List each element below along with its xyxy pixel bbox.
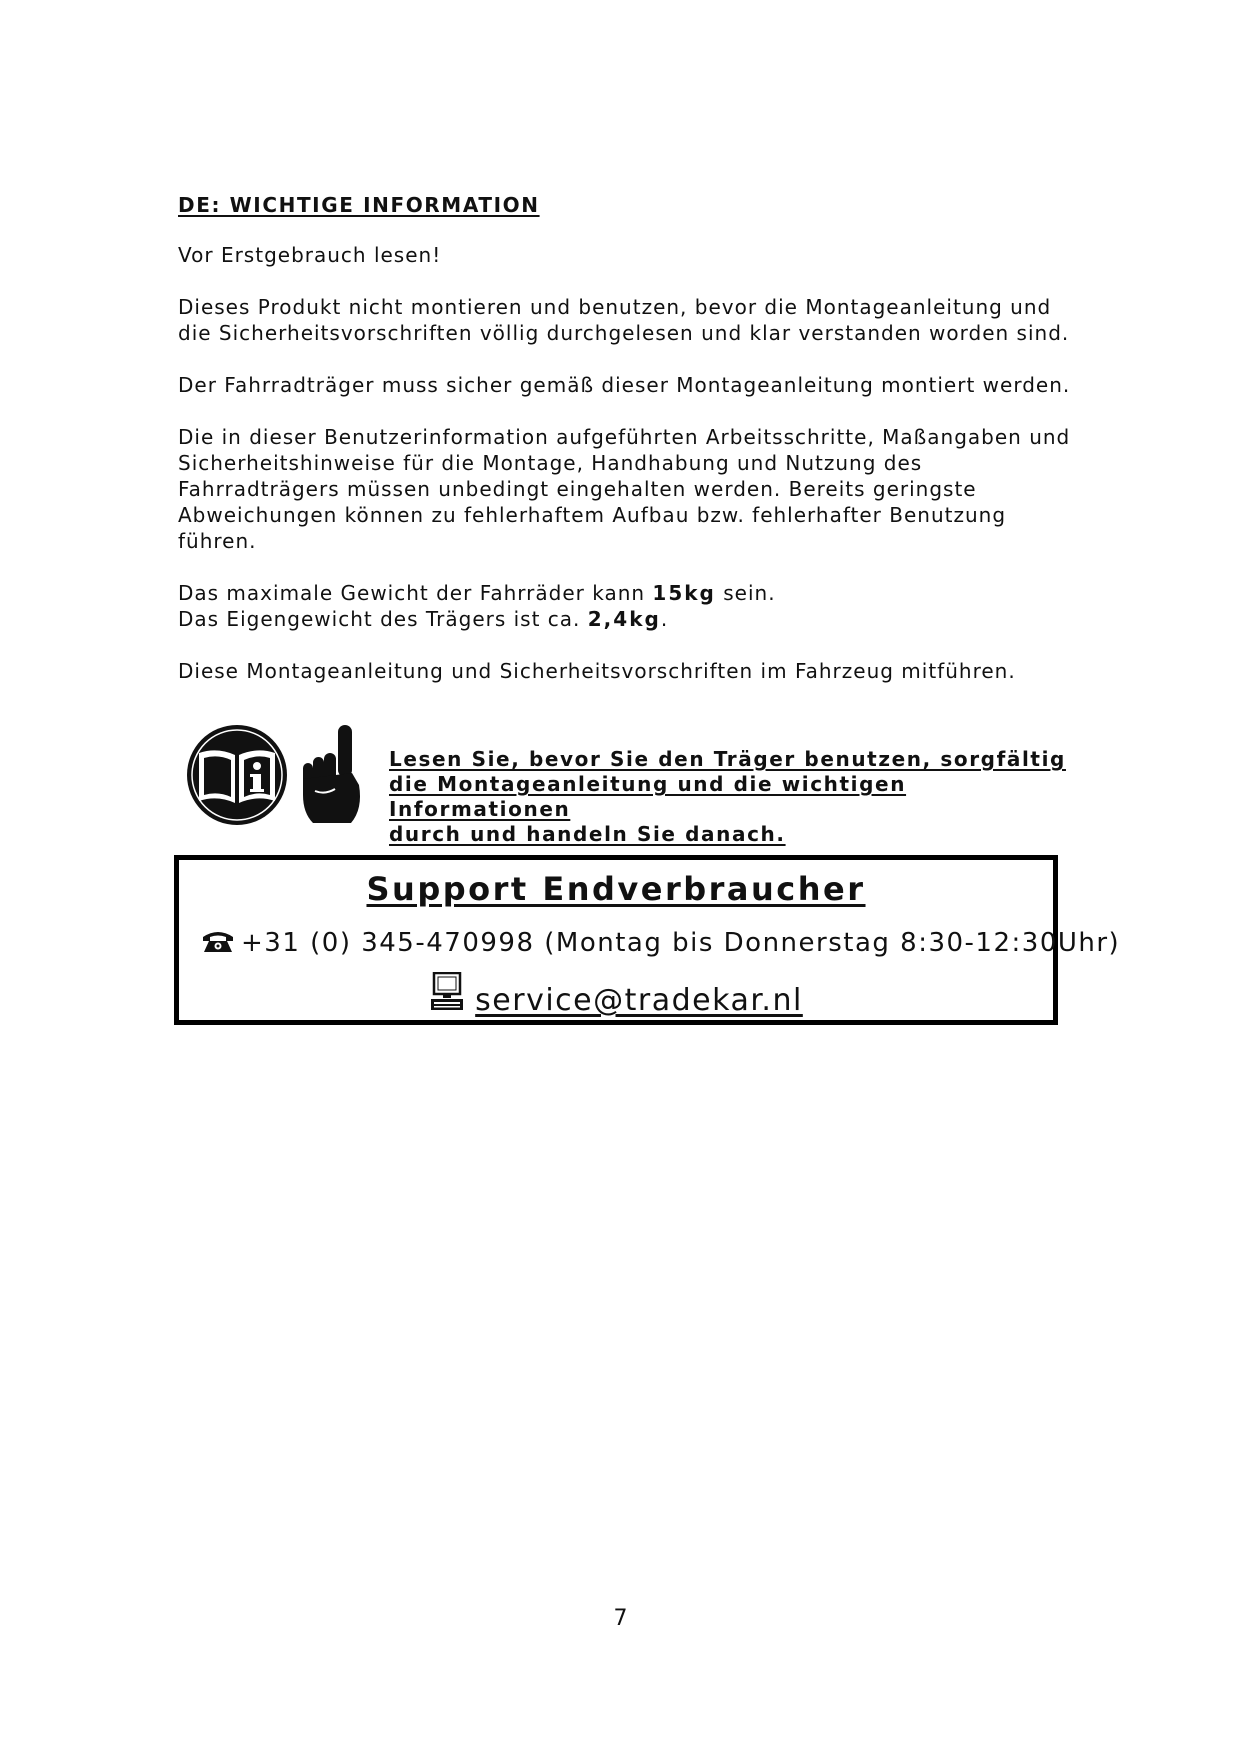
paragraph-mount-securely (178, 372, 1078, 398)
max-weight-value: 15kg (652, 581, 716, 605)
notice-text (389, 747, 1079, 847)
own-weight-value: 2,4kg (587, 607, 661, 631)
paragraph-line: führen. (178, 529, 257, 553)
paragraph-line: Vor Erstgebrauch lesen! (178, 243, 442, 267)
max-weight-prefix: Das maximale Gewicht der Fahrräder kann (178, 581, 653, 605)
paragraph-line: Die in dieser Benutzerinformation aufgeführten Arbeitsschritte, Maßangaben und (178, 425, 1071, 449)
support-phone-line (201, 928, 1120, 958)
telephone-icon (201, 929, 235, 953)
document-body (178, 192, 1078, 710)
paragraph-work-steps (178, 424, 1078, 554)
own-weight-line (178, 606, 1078, 632)
section-heading: DE: WICHTIGE INFORMATION (178, 193, 540, 217)
paragraph-line: Diese Montageanleitung und Sicherheitsvorschriften im Fahrzeug mitführen. (178, 659, 1016, 683)
paragraph-line: Fahrradträgers müssen unbedingt eingehalten werden. Bereits geringste (178, 477, 977, 501)
support-email-link[interactable]: service@tradekar.nl (475, 983, 803, 1018)
pointing-finger-icon (301, 723, 367, 827)
paragraph-read-first (178, 242, 1078, 268)
support-box (174, 855, 1121, 1025)
max-weight-line (178, 580, 1078, 606)
support-phone: +31 (0) 345-470998 (Montag bis Donnerstag 8:30-12:30Uhr) (241, 928, 1121, 958)
support-title: Support Endverbraucher (366, 870, 866, 908)
page-number: 7 (613, 1606, 628, 1631)
computer-icon (429, 972, 465, 1012)
paragraph-line: Der Fahrradträger muss sicher gemäß dieser Montageanleitung montiert werden. (178, 373, 1071, 397)
notice-line: durch und handeln Sie danach. (389, 822, 786, 846)
paragraph-line: Sicherheitshinweise für die Montage, Handhabung und Nutzung des (178, 451, 923, 475)
own-weight-prefix: Das Eigengewicht des Trägers ist ca. (178, 607, 588, 631)
paragraph-do-not-mount (178, 294, 1078, 346)
support-email-line (179, 972, 1053, 1018)
max-weight-suffix: sein. (715, 581, 776, 605)
read-manual-icon (185, 723, 289, 827)
read-instructions-notice (185, 723, 1085, 846)
own-weight-suffix: . (660, 607, 669, 631)
paragraph-line: Dieses Produkt nicht montieren und benutzen, bevor die Montageanleitung und (178, 295, 1052, 319)
paragraph-weights (178, 580, 1078, 632)
paragraph-line: Abweichungen können zu fehlerhaftem Aufbau bzw. fehlerhafter Benutzung (178, 503, 1007, 527)
paragraph-carry-in-vehicle (178, 658, 1078, 684)
paragraph-line: die Sicherheitsvorschriften völlig durchgelesen und klar verstanden worden sind. (178, 321, 1070, 345)
notice-line: die Montageanleitung und die wichtigen Informationen (389, 772, 907, 821)
notice-line: Lesen Sie, bevor Sie den Träger benutzen, sorgfältig (389, 747, 1066, 771)
